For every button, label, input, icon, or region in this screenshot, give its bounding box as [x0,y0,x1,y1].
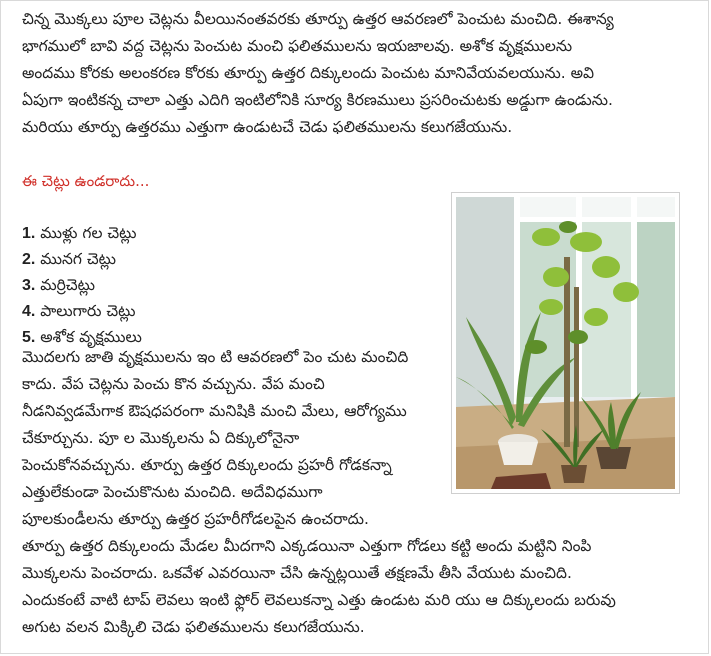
list-number: 4. [22,303,36,320]
section-heading: ఈ చెట్లు ఉండరాదు... [22,172,150,190]
intro-line: భాగములో బావి వద్ద చెట్లను పెంచుట మంచి ఫలితములను ఇయజాలవు. అశోక వృక్షములను [22,37,573,55]
list-number: 5. [22,329,36,346]
body-line: చేకూర్చును. పూ ల మొక్కలను ఏ దిక్కులోనైనా [22,429,300,447]
list-item [22,220,142,246]
list-text: పాలుగారు చెట్లు [40,302,136,320]
list-number: 1. [22,225,36,242]
body-line: నీడనివ్వడమేగాక ఔషధపరంగా మనిషికి మంచి మేలు, ఆరోగ్యము [22,402,407,420]
intro-line: అందము కోరకు అలంకరణ కోరకు తూర్పు ఉత్తర దిక్కులందు పెంచుట మానివేయవలయును. అవి [22,64,595,82]
body-line: పూలకుండీలను తూర్పు ఉత్తర ప్రహరీగోడలపైన ఉంచరాదు. [22,510,369,528]
body-line: మొదలగు జాతి వృక్షములను ఇం టి ఆవరణలో పెం చుట మంచిది [22,348,409,366]
list-text: మునగ చెట్లు [40,250,116,268]
list-text: మర్రిచెట్లు [40,276,95,294]
list-number: 3. [22,277,36,294]
body-line: ఎందుకంటే వాటి టాప్ లెవలు ఇంటి ఫ్లోర్ లెవలుకన్నా ఎత్తు ఉండుట మరి యు ఆ దిక్కులందు బరువు [22,591,616,609]
body-line: కాదు. వేప చెట్లను పెంచు కొన వచ్చును. వేప మంచి [22,375,325,393]
list-item [22,272,142,298]
tree-list [22,220,142,350]
intro-line: మరియు తూర్పు ఉత్తరము ఎత్తుగా ఉండుటచే చెడు ఫలితములను కలుగజేయును. [22,118,513,136]
body-line: పెంచుకోనవచ్చును. తూర్పు ఉత్తర దిక్కులందు ప్రహరీ గోడకన్నా [22,456,392,474]
indoor-plants-photo [451,192,680,494]
list-item [22,298,142,324]
body-line: మొక్కలను పెంచరాదు. ఒకవేళ ఎవరయినా చేసి ఉన్నట్లయితే తక్షణమే తీసి వేయుట మంచిది. [22,564,572,582]
body-line: ఎత్తులేకుండా పెంచుకొనుట మంచిది. అదేవిధముగా [22,483,323,501]
body-line: అగుట వలన మిక్కిలి చెడు ఫలితములను కలుగజేయును. [22,618,365,636]
list-item [22,246,142,272]
intro-paragraph [22,6,692,141]
intro-line: చిన్న మొక్కలు పూల చెట్లను వీలయినంతవరకు తూర్పు ఉత్తర ఆవరణలో పెంచుట మంచిది. ఈశాన్య [22,10,614,28]
plants-illustration [456,197,675,489]
list-number: 2. [22,251,36,268]
intro-line: ఏపుగా ఇంటికన్న చాలా ఎత్తు ఎదిగి ఇంటిలోనికి సూర్య కిరణములు ప్రసరించుటకు అడ్డుగా ఉండును. [22,91,613,109]
list-text: ముళ్లు గల చెట్లు [40,224,137,242]
body-line: తూర్పు ఉత్తర దిక్కులందు మేడల మీదగాని ఎక్కడయినా ఎత్తుగా గోడలు కట్టి అందు మట్టిని నింపి [22,537,592,555]
list-text: అశోక వృక్షములు [40,328,142,346]
